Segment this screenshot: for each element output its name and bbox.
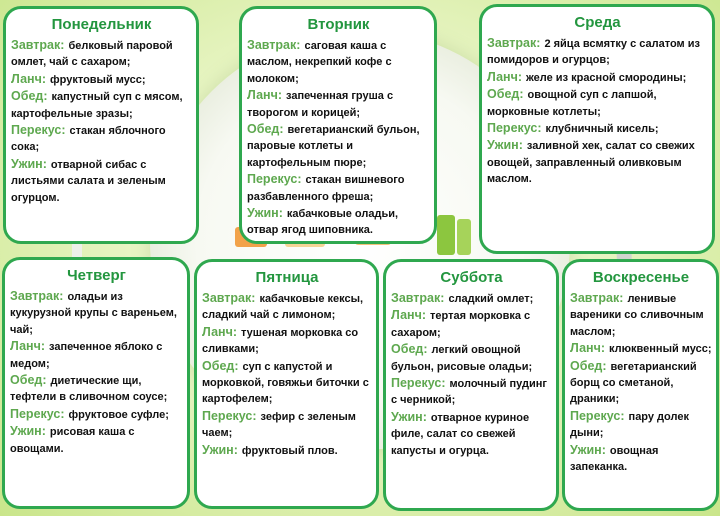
meal-text: кабачковые кексы, сладкий чай с лимоном;	[202, 293, 364, 322]
meal-text: овощной суп с лапшой, морковные котлеты;	[487, 89, 657, 118]
meal-text: кабачковые оладьи, отвар ягод шиповника.	[247, 208, 399, 237]
meal-entry	[10, 338, 183, 372]
meal-text: желе из красной смородины;	[526, 71, 687, 84]
meal-text: фруктовый плов.	[241, 444, 338, 457]
meal-text: ленивые вареники со сливочным маслом;	[570, 293, 704, 338]
meal-label: Ланч:	[247, 88, 283, 103]
meal-entry	[247, 205, 430, 239]
meal-text: заливной хек, салат со свежих овощей, заправленный оливковым маслом.	[487, 140, 695, 186]
meal-entry	[487, 137, 708, 187]
meal-entry	[570, 290, 712, 340]
meal-entry	[202, 290, 372, 324]
meal-text: клюквенный мусс;	[609, 343, 712, 356]
meal-label: Перекус:	[10, 406, 65, 421]
day-title: Вторник	[307, 16, 370, 33]
day-title: Понедельник	[51, 16, 152, 33]
meal-text: фруктовое суфле;	[68, 408, 169, 421]
meal-entry	[11, 156, 192, 206]
day-card-friday	[194, 259, 379, 509]
meal-label: Обед:	[570, 358, 607, 373]
meal-text: овощная запеканка.	[570, 444, 659, 474]
meal-entry	[570, 442, 712, 476]
meal-text: запеченная груша с творогом и корицей;	[247, 90, 394, 119]
meal-label: Ужин:	[247, 206, 283, 221]
meal-label: Перекус:	[570, 408, 625, 423]
meal-label: Ланч:	[10, 339, 46, 354]
meal-text: тушеная морковка со сливками;	[202, 326, 359, 356]
meal-label: Ланч:	[11, 71, 47, 86]
day-title: Пятница	[255, 269, 319, 286]
meal-text: 2 яйца всмятку с салатом из помидоров и огурцов;	[487, 38, 700, 67]
meal-entry	[247, 171, 430, 205]
meal-entry	[11, 71, 192, 88]
meal-entry	[391, 307, 552, 341]
day-title: Среда	[574, 14, 621, 31]
meal-text: диетические щи, тефтели в сливочном соусе;	[10, 375, 168, 404]
meal-label: Ужин:	[202, 442, 238, 457]
meal-entry	[247, 37, 430, 87]
meal-entry	[202, 442, 372, 459]
meal-label: Завтрак:	[391, 291, 445, 305]
meal-text: пару долек дыни;	[570, 410, 689, 440]
meal-text: рисовая каша с овощами.	[10, 426, 135, 455]
meal-entry	[391, 290, 552, 307]
day-title: Четверг	[67, 267, 126, 284]
meal-entry	[247, 87, 430, 121]
meal-entry	[10, 423, 183, 457]
meal-label: Перекус:	[391, 376, 446, 391]
meal-label: Завтрак:	[10, 289, 64, 303]
meal-text: вегетарианский борщ со сметаной, драники;	[570, 360, 697, 406]
meal-text: капустный суп с мясом, картофельные зразы;	[11, 91, 183, 120]
meal-entry	[202, 324, 372, 358]
meal-text: клубничный кисель;	[545, 123, 659, 136]
day-card-thursday	[2, 257, 190, 509]
day-title: Суббота	[440, 269, 503, 286]
meal-entry	[10, 288, 183, 338]
meal-label: Ужин:	[11, 156, 47, 171]
meal-label: Ланч:	[570, 341, 606, 356]
meal-text: саговая каша с маслом, некрепкий кофе с молоком;	[247, 40, 392, 85]
meal-entry	[487, 86, 708, 120]
meal-label: Завтрак:	[570, 291, 624, 305]
meal-label: Обед:	[391, 342, 428, 357]
meal-entry	[570, 358, 712, 408]
meal-entry	[10, 406, 183, 423]
meal-label: Перекус:	[11, 123, 66, 138]
meal-text: стакан вишневого разбавленного фреша;	[247, 174, 405, 203]
meal-label: Обед:	[202, 358, 239, 373]
meal-text: сладкий омлет;	[448, 293, 534, 305]
meal-text: фруктовый мусс;	[50, 73, 146, 86]
meal-entry	[391, 341, 552, 375]
day-card-saturday	[383, 259, 559, 511]
meal-label: Завтрак:	[11, 38, 65, 52]
meal-label: Ланч:	[487, 69, 523, 84]
meal-label: Ланч:	[391, 308, 427, 323]
meal-label: Ужин:	[570, 442, 606, 457]
meal-text: легкий овощной бульон, рисовые оладьи;	[391, 344, 533, 373]
meal-entry	[487, 120, 708, 137]
meal-label: Завтрак:	[202, 291, 256, 305]
meal-entry	[487, 69, 708, 86]
meal-entry	[570, 408, 712, 442]
meal-entry	[10, 372, 183, 406]
meal-entry	[391, 409, 552, 459]
meal-entry	[202, 408, 372, 442]
meal-entry	[11, 37, 192, 71]
meal-text: зефир с зеленым чаем;	[202, 410, 356, 440]
meal-text: стакан яблочного сока;	[11, 125, 166, 154]
meal-label: Обед:	[487, 87, 524, 102]
meal-text: молочный пудинг с черникой;	[391, 378, 547, 407]
day-title: Воскресенье	[592, 269, 690, 286]
meal-entry	[487, 35, 708, 69]
day-card-tuesday	[239, 6, 437, 244]
meal-entry	[11, 88, 192, 122]
meal-entry	[247, 121, 430, 171]
meal-text: запеченное яблоко с медом;	[10, 341, 163, 370]
meal-label: Ланч:	[202, 324, 238, 339]
meal-label: Обед:	[11, 89, 48, 104]
meal-entry	[202, 358, 372, 408]
meal-text: вегетарианский бульон, паровые котлеты и картофельным пюре;	[247, 124, 420, 169]
meal-label: Обед:	[10, 373, 47, 388]
meal-label: Ужин:	[391, 409, 427, 424]
meal-label: Ужин:	[487, 138, 523, 153]
meal-label: Завтрак:	[247, 38, 301, 52]
meal-text: отварное куриное филе, салат со свежей капусты и огурца.	[391, 411, 530, 457]
meal-text: белковый паровой омлет, чай с сахаром;	[11, 40, 173, 69]
day-card-sunday	[562, 259, 719, 511]
meal-label: Ужин:	[10, 424, 46, 439]
day-card-wednesday	[479, 4, 715, 254]
meal-label: Перекус:	[487, 121, 542, 136]
meal-label: Обед:	[247, 122, 284, 137]
meal-label: Перекус:	[202, 408, 257, 423]
meal-text: суп с капустой и морковкой, говяжьи биточки с картофелем;	[202, 360, 369, 406]
meal-entry	[391, 375, 552, 409]
meal-entry	[11, 122, 192, 156]
day-card-monday	[3, 6, 199, 244]
meal-text: тертая морковка с сахаром;	[391, 310, 531, 339]
meal-text: отварной сибас с листьями салата и зеленым огурцом.	[11, 158, 166, 204]
meal-label: Завтрак:	[487, 36, 541, 50]
meal-label: Перекус:	[247, 172, 302, 187]
meal-entry	[570, 340, 712, 357]
meal-text: оладьи из кукурузной крупы с вареньем, чай;	[10, 291, 177, 336]
